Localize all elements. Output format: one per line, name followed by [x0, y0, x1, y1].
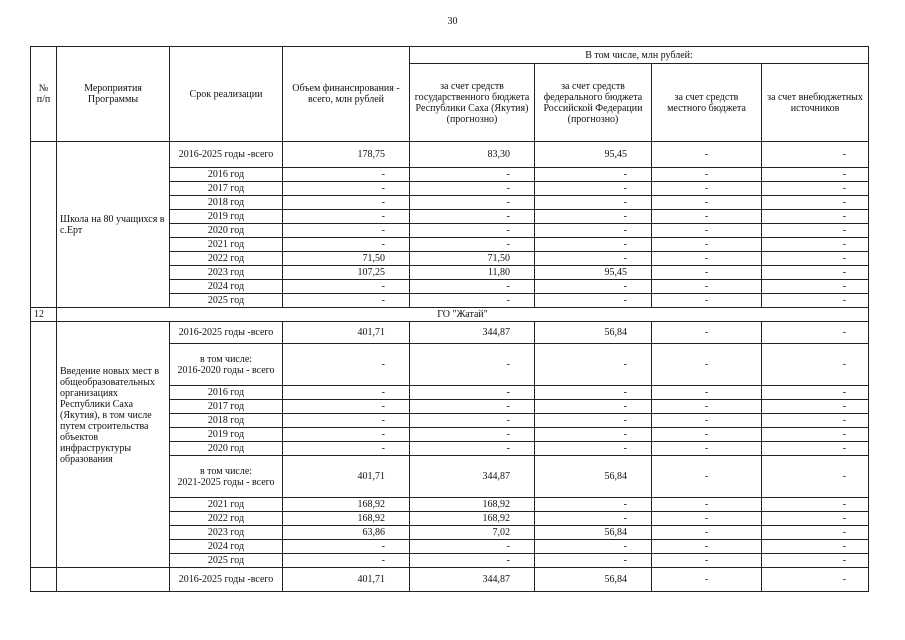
- period: 2017 год: [170, 182, 283, 196]
- state-value: 71,50: [410, 252, 535, 266]
- federal-value: -: [535, 196, 652, 210]
- federal-value: 56,84: [535, 456, 652, 498]
- state-value: -: [410, 294, 535, 308]
- federal-value: 95,45: [535, 142, 652, 168]
- state-value: 344,87: [410, 568, 535, 592]
- total-value: 71,50: [283, 252, 410, 266]
- state-value: -: [410, 168, 535, 182]
- period: 2016 год: [170, 386, 283, 400]
- period: 2020 год: [170, 224, 283, 238]
- period-line-b: 2021-2025 годы - всего: [177, 476, 275, 488]
- period: 2018 год: [170, 196, 283, 210]
- total-value: 168,92: [283, 498, 410, 512]
- total-value: 401,71: [283, 322, 410, 344]
- local-value: -: [652, 196, 762, 210]
- extra-value: -: [762, 512, 869, 526]
- extra-value: -: [762, 280, 869, 294]
- federal-value: -: [535, 554, 652, 568]
- extra-value: -: [762, 294, 869, 308]
- total-value: 178,75: [283, 142, 410, 168]
- period-line-a: в том числе:: [199, 353, 253, 365]
- section-row: [31, 308, 869, 322]
- local-value: -: [652, 456, 762, 498]
- event-name: [57, 568, 170, 592]
- total-value: 63,86: [283, 526, 410, 540]
- local-value: -: [652, 498, 762, 512]
- total-value: -: [283, 344, 410, 386]
- table-row: [31, 568, 869, 592]
- period: 2025 год: [170, 294, 283, 308]
- local-value: -: [652, 238, 762, 252]
- federal-value: -: [535, 400, 652, 414]
- extra-value: -: [762, 196, 869, 210]
- period: 2021 год: [170, 238, 283, 252]
- federal-value: -: [535, 442, 652, 456]
- period: 2019 год: [170, 210, 283, 224]
- page-number: 30: [447, 16, 458, 27]
- local-value: -: [652, 428, 762, 442]
- extra-value: -: [762, 400, 869, 414]
- total-value: -: [283, 386, 410, 400]
- local-value: -: [652, 344, 762, 386]
- period: 2018 год: [170, 414, 283, 428]
- local-value: -: [652, 224, 762, 238]
- header-event: Мероприятия Программы: [57, 47, 170, 142]
- extra-value: -: [762, 498, 869, 512]
- total-value: -: [283, 280, 410, 294]
- extra-value: -: [762, 526, 869, 540]
- federal-value: -: [535, 428, 652, 442]
- period: 2023 год: [170, 526, 283, 540]
- extra-value: -: [762, 568, 869, 592]
- federal-value: -: [535, 294, 652, 308]
- federal-value: -: [535, 252, 652, 266]
- block-new-places: [31, 322, 869, 568]
- federal-value: -: [535, 224, 652, 238]
- total-value: -: [283, 554, 410, 568]
- local-value: -: [652, 512, 762, 526]
- header-local: за счет средств местного бюджета: [652, 64, 762, 142]
- period: 2022 год: [170, 252, 283, 266]
- total-value: -: [283, 210, 410, 224]
- extra-value: -: [762, 266, 869, 280]
- header-state: за счет средств государственного бюджета Республики Саха (Якутия) (прогнозно): [410, 64, 535, 142]
- extra-value: -: [762, 252, 869, 266]
- state-value: -: [410, 428, 535, 442]
- local-value: -: [652, 386, 762, 400]
- state-value: -: [410, 442, 535, 456]
- federal-value: -: [535, 386, 652, 400]
- federal-value: -: [535, 168, 652, 182]
- local-value: -: [652, 266, 762, 280]
- header-federal: за счет средств федерального бюджета Российской Федерации (прогнозно): [535, 64, 652, 142]
- section-title: ГО "Жатай": [57, 308, 869, 322]
- total-value: -: [283, 400, 410, 414]
- event-name: Введение новых мест в общеобразовательных организациях Республики Саха (Якутия), в том числе путем строительства объектов инфраструктуры образования: [57, 322, 170, 568]
- extra-value: -: [762, 182, 869, 196]
- total-value: 168,92: [283, 512, 410, 526]
- extra-value: -: [762, 224, 869, 238]
- state-value: -: [410, 386, 535, 400]
- total-value: -: [283, 442, 410, 456]
- state-value: -: [410, 182, 535, 196]
- federal-value: 56,84: [535, 568, 652, 592]
- local-value: -: [652, 442, 762, 456]
- local-value: -: [652, 526, 762, 540]
- federal-value: 56,84: [535, 322, 652, 344]
- state-value: -: [410, 554, 535, 568]
- local-value: -: [652, 554, 762, 568]
- local-value: -: [652, 210, 762, 224]
- period-line-a: в том числе:: [199, 465, 253, 477]
- state-value: -: [410, 280, 535, 294]
- row-num: [31, 322, 57, 568]
- extra-value: -: [762, 322, 869, 344]
- federal-value: 95,45: [535, 266, 652, 280]
- period: [170, 456, 283, 498]
- total-value: -: [283, 238, 410, 252]
- extra-value: -: [762, 414, 869, 428]
- federal-value: -: [535, 498, 652, 512]
- period: 2016-2025 годы -всего: [170, 568, 283, 592]
- block-school-ert: [31, 142, 869, 308]
- state-value: -: [410, 196, 535, 210]
- header-group: В том числе, млн рублей:: [410, 47, 869, 64]
- local-value: -: [652, 414, 762, 428]
- extra-value: -: [762, 554, 869, 568]
- extra-value: -: [762, 540, 869, 554]
- state-value: -: [410, 210, 535, 224]
- extra-value: -: [762, 168, 869, 182]
- state-value: -: [410, 238, 535, 252]
- period: 2024 год: [170, 280, 283, 294]
- state-value: 83,30: [410, 142, 535, 168]
- state-value: 7,02: [410, 526, 535, 540]
- row-num: [31, 142, 57, 308]
- federal-value: -: [535, 512, 652, 526]
- federal-value: -: [535, 280, 652, 294]
- total-value: -: [283, 294, 410, 308]
- extra-value: -: [762, 238, 869, 252]
- period: 2023 год: [170, 266, 283, 280]
- row-num: [31, 568, 57, 592]
- header-period: Срок реализации: [170, 47, 283, 142]
- local-value: -: [652, 280, 762, 294]
- total-value: 401,71: [283, 456, 410, 498]
- state-value: -: [410, 414, 535, 428]
- federal-value: 56,84: [535, 526, 652, 540]
- total-value: -: [283, 224, 410, 238]
- state-value: -: [410, 540, 535, 554]
- local-value: -: [652, 252, 762, 266]
- extra-value: -: [762, 442, 869, 456]
- period: 2016 год: [170, 168, 283, 182]
- total-value: -: [283, 414, 410, 428]
- period: 2019 год: [170, 428, 283, 442]
- total-value: -: [283, 182, 410, 196]
- period: 2016-2025 годы -всего: [170, 322, 283, 344]
- period-line-b: 2016-2020 годы - всего: [177, 364, 275, 376]
- local-value: -: [652, 142, 762, 168]
- extra-value: -: [762, 210, 869, 224]
- period: 2022 год: [170, 512, 283, 526]
- state-value: 344,87: [410, 456, 535, 498]
- section-num: 12: [31, 308, 57, 322]
- period: 2016-2025 годы -всего: [170, 142, 283, 168]
- header-num: № п/п: [31, 47, 57, 142]
- period: 2020 год: [170, 442, 283, 456]
- local-value: -: [652, 322, 762, 344]
- extra-value: -: [762, 428, 869, 442]
- federal-value: -: [535, 238, 652, 252]
- period: 2017 год: [170, 400, 283, 414]
- state-value: 11,80: [410, 266, 535, 280]
- header-extra: за счет внебюджетных источников: [762, 64, 869, 142]
- block-continuation: [31, 568, 869, 592]
- total-value: 401,71: [283, 568, 410, 592]
- federal-value: -: [535, 344, 652, 386]
- total-value: -: [283, 428, 410, 442]
- extra-value: -: [762, 456, 869, 498]
- financing-table: [30, 46, 869, 592]
- event-name: Школа на 80 учащихся в с.Ерт: [57, 142, 170, 308]
- state-value: 344,87: [410, 322, 535, 344]
- total-value: -: [283, 168, 410, 182]
- total-value: 107,25: [283, 266, 410, 280]
- table-row: [31, 142, 869, 168]
- local-value: -: [652, 294, 762, 308]
- total-value: -: [283, 196, 410, 210]
- local-value: -: [652, 400, 762, 414]
- extra-value: -: [762, 344, 869, 386]
- local-value: -: [652, 568, 762, 592]
- period: 2024 год: [170, 540, 283, 554]
- state-value: 168,92: [410, 498, 535, 512]
- federal-value: -: [535, 210, 652, 224]
- state-value: -: [410, 400, 535, 414]
- extra-value: -: [762, 142, 869, 168]
- local-value: -: [652, 540, 762, 554]
- local-value: -: [652, 182, 762, 196]
- header-total: Объем финансирования - всего, млн рублей: [283, 47, 410, 142]
- federal-value: -: [535, 182, 652, 196]
- federal-value: -: [535, 414, 652, 428]
- extra-value: -: [762, 386, 869, 400]
- total-value: -: [283, 540, 410, 554]
- federal-value: -: [535, 540, 652, 554]
- state-value: -: [410, 344, 535, 386]
- period: 2021 год: [170, 498, 283, 512]
- period: [170, 344, 283, 386]
- state-value: 168,92: [410, 512, 535, 526]
- period: 2025 год: [170, 554, 283, 568]
- table-row: [31, 322, 869, 344]
- state-value: -: [410, 224, 535, 238]
- local-value: -: [652, 168, 762, 182]
